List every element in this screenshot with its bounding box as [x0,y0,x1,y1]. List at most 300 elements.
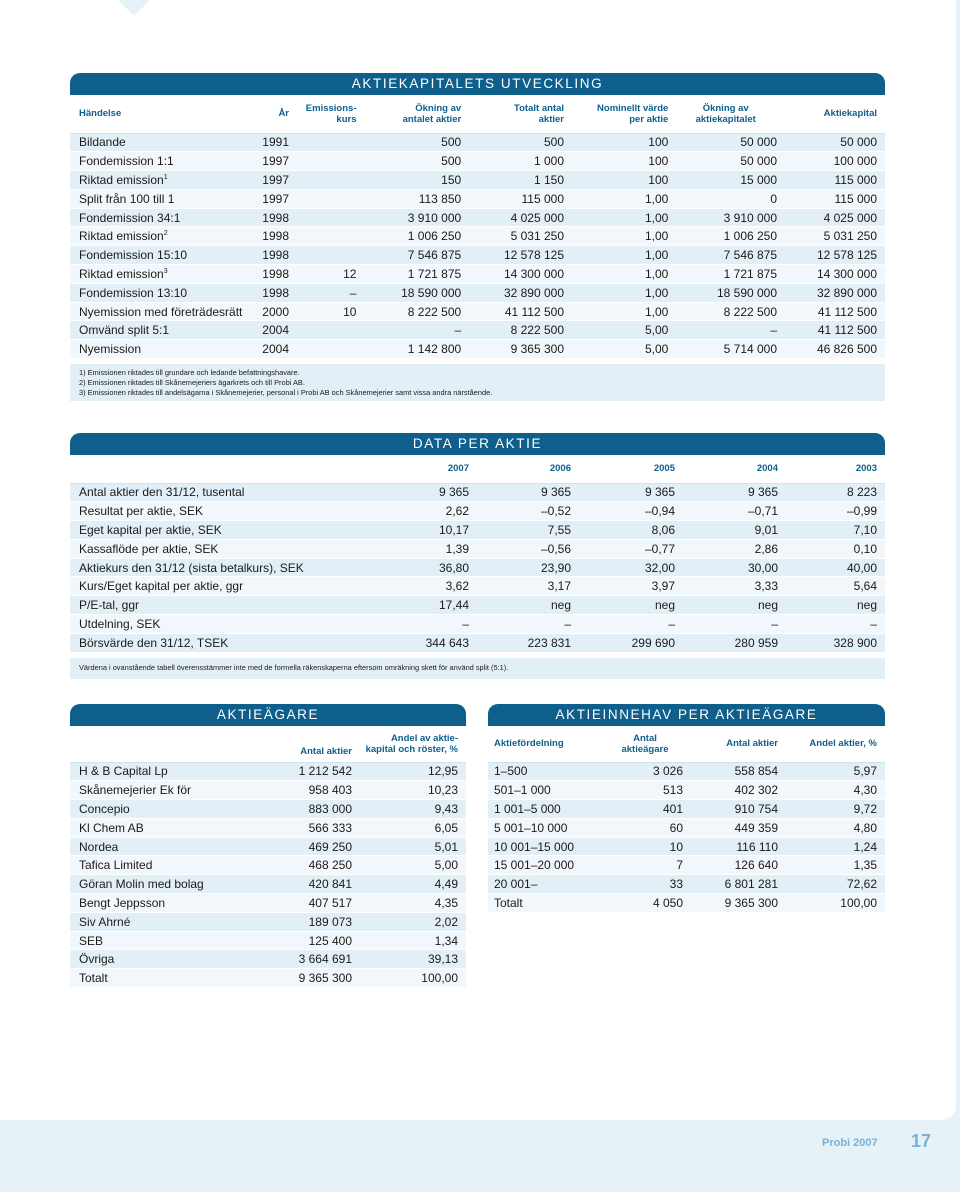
data-per-share-panel [70,433,885,679]
event-cell [70,283,249,302]
table-cell: 32,00 [578,558,682,577]
table-row [70,283,885,302]
table-cell: 1,24 [784,837,885,856]
capital-development-title: AKTIEKAPITALETS UTVECKLING [70,73,885,95]
range-label: 10 001–15 000 [488,837,600,856]
table-cell: 9 365 [370,483,476,502]
data-per-share-table [70,455,885,658]
table-cell: 1 150 [465,171,570,190]
table-row [70,227,885,246]
table-cell [289,208,358,227]
event-name: Nyemission [79,342,142,357]
table-cell: 41 112 500 [781,302,885,321]
event-name: Nyemission med företrädesrätt [79,304,243,319]
table-cell: 9 365 [578,483,682,502]
table-cell: 500 [358,152,465,171]
table-cell: 1997 [249,171,289,190]
table-cell: 1 721 875 [358,265,465,284]
table-cell: 7,55 [476,521,578,540]
table-cell: 115 000 [465,189,570,208]
shareholder-name: SEB [70,931,248,950]
table-cell: neg [682,596,785,615]
footnote-ref: 2 [163,230,168,238]
table-cell: 5 714 000 [674,340,781,359]
event-name: Fondemission 13:10 [79,285,188,300]
table-cell: 115 000 [781,171,885,190]
table-cell: 2,02 [354,912,466,931]
shareholders-title: AKTIEÄGARE [70,704,466,726]
table-cell: 1,00 [570,246,674,265]
col-nominellt: Nominellt värde per aktie [570,95,674,133]
shareholder-name: Concepio [70,800,248,819]
table-row [488,856,885,875]
table-cell: 9 365 300 [690,894,784,913]
event-name: Fondemission 34:1 [79,210,181,225]
row-label: Eget kapital per aktie, SEK [70,521,370,540]
table-cell: –0,52 [476,502,578,521]
table-cell: 14 300 000 [465,265,570,284]
table-row [70,483,885,502]
row-label: Utdelning, SEK [70,615,370,634]
table-row [70,912,466,931]
table-cell: 150 [358,171,465,190]
range-label: 1 001–5 000 [488,800,600,819]
footnote-ref: 1 [163,173,168,181]
table-row [70,615,885,634]
footnote: 2) Emissionen riktades till Skånemejeriers ägarkrets och till Probi AB. [79,378,305,388]
event-name: Omvänd split 5:1 [79,323,170,338]
event-name: Split från 100 till 1 [79,191,175,206]
col-antal-aktier: Antal aktier [690,726,784,762]
table-cell: 100 [570,133,674,152]
table-row [70,521,885,540]
shareholder-name: Siv Ahrné [70,912,248,931]
table-cell: 23,90 [476,558,578,577]
table-cell: 1 000 [465,152,570,171]
table-cell: 7,10 [785,521,885,540]
table-row [70,558,885,577]
table-cell: 3,17 [476,577,578,596]
table-row [70,246,885,265]
event-name: Riktad emission [79,229,164,244]
table-cell: – [674,321,781,340]
table-cell: 328 900 [785,633,885,652]
table-cell: 1,39 [370,539,476,558]
table-row [70,189,885,208]
table-cell: 1,00 [570,302,674,321]
table-cell: 32 890 000 [465,283,570,302]
table-cell: 4,49 [354,875,466,894]
table-cell: 1998 [249,246,289,265]
table-cell: 1 142 800 [358,340,465,359]
table-cell: 2,86 [682,539,785,558]
table-cell: 41 112 500 [465,302,570,321]
holdings-table [488,726,885,913]
table-cell [289,152,358,171]
footer-brand: Probi 2007 [822,1137,878,1149]
table-cell: 4 050 [600,894,690,913]
table-cell: 8,06 [578,521,682,540]
table-cell: 5,64 [785,577,885,596]
table-cell: 100 000 [781,152,885,171]
table-cell: 6,05 [354,818,466,837]
table-cell [289,321,358,340]
table-cell: 7 546 875 [358,246,465,265]
table-cell: 500 [358,133,465,152]
event-cell [70,265,249,284]
table-cell: 113 850 [358,189,465,208]
table-cell: 5 031 250 [465,227,570,246]
table-row [70,800,466,819]
table-cell: 1,00 [570,189,674,208]
table-row [70,596,885,615]
table-cell: –0,94 [578,502,682,521]
shareholders-panel [70,704,466,988]
table-cell [289,189,358,208]
capital-development-table [70,95,885,364]
row-label: Kassaflöde per aktie, SEK [70,539,370,558]
table-cell: 18 590 000 [358,283,465,302]
table-cell: 299 690 [578,633,682,652]
table-cell: 100,00 [784,894,885,913]
table-cell: 1997 [249,189,289,208]
table-cell: 10,17 [370,521,476,540]
table-row [70,837,466,856]
table-cell [289,133,358,152]
table-row [488,800,885,819]
year-header: 2007 [370,455,476,483]
table-row [70,133,885,152]
event-cell [70,340,249,359]
table-cell: 469 250 [248,837,354,856]
table-cell: 12 [289,265,358,284]
table-cell: 1991 [249,133,289,152]
table-cell: 17,44 [370,596,476,615]
table-cell [289,227,358,246]
shareholder-name: Kl Chem AB [70,818,248,837]
col-antal-aktier: Antal aktier [248,726,354,762]
table-cell [289,340,358,359]
table-cell: 8 222 500 [465,321,570,340]
table-row [70,818,466,837]
event-name: Bildande [79,135,126,150]
capital-development-panel [70,73,885,401]
page-number: 17 [911,1131,932,1151]
table-cell: 4 025 000 [781,208,885,227]
event-cell [70,321,249,340]
holdings-panel [488,704,885,913]
table-row [70,502,885,521]
col-antal-agare: Antal aktieägare [600,726,690,762]
table-row [70,875,466,894]
table-row [488,781,885,800]
col-okning-kapital: Ökning av aktiekapitalet [674,95,781,133]
table-cell: 2000 [249,302,289,321]
event-cell [70,171,249,190]
table-cell: 100 [570,171,674,190]
table-cell: 6 801 281 [690,875,784,894]
table-row [70,969,466,988]
table-cell: – [682,615,785,634]
col-totalt-antal: Totalt antal aktier [465,95,570,133]
table-row [488,762,885,781]
spacer-row [70,652,885,657]
shareholder-name: Tafica Limited [70,856,248,875]
shareholder-name: Totalt [70,969,248,988]
table-row [70,302,885,321]
table-cell: 3 026 [600,762,690,781]
table-cell: 60 [600,818,690,837]
table-cell: 3 910 000 [674,208,781,227]
table-cell: 1,00 [570,283,674,302]
data-per-share-title: DATA PER AKTIE [70,433,885,455]
table-row [70,762,466,781]
table-cell: 468 250 [248,856,354,875]
event-cell [70,208,249,227]
table-cell: 7 546 875 [674,246,781,265]
table-cell: 46 826 500 [781,340,885,359]
table-cell: –0,99 [785,502,885,521]
table-cell: 407 517 [248,894,354,913]
col-ar: År [249,95,289,133]
table-cell: 12 578 125 [781,246,885,265]
table-row [70,931,466,950]
col-aktiefordelning: Aktiefördelning [488,726,600,762]
table-cell: 100 [570,152,674,171]
event-name: Riktad emission [79,172,164,187]
table-cell: 9,01 [682,521,785,540]
table-row [70,856,466,875]
table-cell: 420 841 [248,875,354,894]
col-handelse: Händelse [70,95,249,133]
shareholder-name: Bengt Jeppsson [70,894,248,913]
table-cell: 10 [600,837,690,856]
table-row [488,875,885,894]
event-cell [70,133,249,152]
table-cell: 5,00 [354,856,466,875]
table-cell: 36,80 [370,558,476,577]
shareholder-name: H & B Capital Lp [70,762,248,781]
table-cell: 513 [600,781,690,800]
table-cell: 883 000 [248,800,354,819]
capital-footnotes [70,364,885,401]
table-cell: –0,56 [476,539,578,558]
table-cell: 5,00 [570,340,674,359]
table-row [488,837,885,856]
table-cell [289,171,358,190]
footnote-ref: 3 [163,267,168,275]
table-cell: 40,00 [785,558,885,577]
footnote: 3) Emissionen riktades till andelsägarna i Skånemejerier, personal i Probi AB och Skånemejerier samt vissa andra närstående. [79,388,493,398]
table-cell: 9 365 300 [465,340,570,359]
table-cell: 7 [600,856,690,875]
table-cell: 41 112 500 [781,321,885,340]
table-cell: 0 [674,189,781,208]
range-label: 5 001–10 000 [488,818,600,837]
table-cell: 8 223 [785,483,885,502]
table-cell: 10 [289,302,358,321]
table-cell: 910 754 [690,800,784,819]
col-aktiekapital: Aktiekapital [781,95,885,133]
table-cell: 1998 [249,283,289,302]
table-cell: 15 000 [674,171,781,190]
row-label: Antal aktier den 31/12, tusental [70,483,370,502]
table-cell: 0,10 [785,539,885,558]
table-row [70,152,885,171]
table-cell: 1 721 875 [674,265,781,284]
table-cell: 1998 [249,227,289,246]
table-cell: 189 073 [248,912,354,931]
shareholder-name: Göran Molin med bolag [70,875,248,894]
table-row [70,539,885,558]
table-cell: 116 110 [690,837,784,856]
table-row [70,265,885,284]
table-cell: 1,00 [570,208,674,227]
table-row [70,171,885,190]
row-label: Börsvärde den 31/12, TSEK [70,633,370,652]
event-cell [70,302,249,321]
table-row [70,950,466,969]
spacer-row [70,359,885,364]
table-cell: 33 [600,875,690,894]
table-cell: 4 025 000 [465,208,570,227]
table-cell: 8 222 500 [358,302,465,321]
col-andel: Andel av aktie- kapital och röster, % [354,726,466,762]
table-cell: 500 [465,133,570,152]
table-row [70,633,885,652]
range-label: 501–1 000 [488,781,600,800]
table-cell: 12,95 [354,762,466,781]
shareholders-table [70,726,466,988]
event-name: Fondemission 15:10 [79,248,188,263]
table-cell: 401 [600,800,690,819]
range-label: 1–500 [488,762,600,781]
table-cell: 30,00 [682,558,785,577]
table-cell: 1998 [249,208,289,227]
table-cell: 1,00 [570,265,674,284]
row-label: Kurs/Eget kapital per aktie, ggr [70,577,370,596]
table-cell [289,246,358,265]
table-cell: neg [578,596,682,615]
table-cell: 8 222 500 [674,302,781,321]
row-label: Resultat per aktie, SEK [70,502,370,521]
table-cell: 9 365 [476,483,578,502]
table-cell: 558 854 [690,762,784,781]
table-cell: 4,35 [354,894,466,913]
table-row [70,340,885,359]
table-cell: 5,01 [354,837,466,856]
table-cell: 115 000 [781,189,885,208]
event-name: Fondemission 1:1 [79,154,174,169]
table-cell: 1997 [249,152,289,171]
table-cell: 1,34 [354,931,466,950]
table-cell: 1,00 [570,227,674,246]
table-row [488,818,885,837]
page-notch [118,0,150,16]
year-header: 2005 [578,455,682,483]
table-row [70,321,885,340]
col-emissionskurs: Emissions- kurs [289,95,358,133]
shareholder-name: Skånemejerier Ek för [70,781,248,800]
table-cell: 4,80 [784,818,885,837]
table-cell: –0,77 [578,539,682,558]
table-cell: 50 000 [781,133,885,152]
table-row [70,894,466,913]
table-cell: 125 400 [248,931,354,950]
table-cell: 3,97 [578,577,682,596]
table-cell: 4,30 [784,781,885,800]
table-cell: 3,33 [682,577,785,596]
shareholder-name: Övriga [70,950,248,969]
table-cell: 72,62 [784,875,885,894]
event-cell [70,246,249,265]
table-cell: 1 006 250 [358,227,465,246]
col-andel-aktier: Andel aktier, % [784,726,885,762]
table-cell: 2,62 [370,502,476,521]
table-cell: – [289,283,358,302]
table-cell: 32 890 000 [781,283,885,302]
footnote: 1) Emissionen riktades till grundare och ledande befattningshavare. [79,368,300,378]
range-label: 15 001–20 000 [488,856,600,875]
event-cell [70,189,249,208]
table-cell: 14 300 000 [781,265,885,284]
table-cell: 1 212 542 [248,762,354,781]
table-cell: 402 302 [690,781,784,800]
holdings-title: AKTIEINNEHAV PER AKTIEÄGARE [488,704,885,726]
table-row [70,208,885,227]
table-cell: 1 006 250 [674,227,781,246]
table-row [70,577,885,596]
table-cell: 12 578 125 [465,246,570,265]
table-cell: 18 590 000 [674,283,781,302]
table-row [488,894,885,913]
col-okning-aktier: Ökning av antalet aktier [358,95,465,133]
table-cell: – [476,615,578,634]
table-cell: 566 333 [248,818,354,837]
row-label: P/E-tal, ggr [70,596,370,615]
table-cell: 1998 [249,265,289,284]
table-cell: – [578,615,682,634]
table-cell: 9 365 300 [248,969,354,988]
table-cell: 3 664 691 [248,950,354,969]
table-cell: 5 031 250 [781,227,885,246]
table-cell: 5,00 [570,321,674,340]
table-cell: 10,23 [354,781,466,800]
table-cell: 280 959 [682,633,785,652]
year-header: 2006 [476,455,578,483]
table-cell: 50 000 [674,133,781,152]
table-cell: 2004 [249,321,289,340]
table-cell: 223 831 [476,633,578,652]
year-header: 2004 [682,455,785,483]
event-name: Riktad emission [79,266,164,281]
table-cell: 3,62 [370,577,476,596]
table-cell: 50 000 [674,152,781,171]
table-cell: 126 640 [690,856,784,875]
table-cell: neg [785,596,885,615]
table-cell: 3 910 000 [358,208,465,227]
table-cell: 9 365 [682,483,785,502]
table-cell: – [358,321,465,340]
data-per-share-note: Värdena i ovanstående tabell överensstämmer inte med de formella räkenskaperna eftersom omräkning skett för använd split (5:1). [70,658,885,679]
table-cell: 2004 [249,340,289,359]
table-cell: 344 643 [370,633,476,652]
table-cell: 9,72 [784,800,885,819]
table-cell: –0,71 [682,502,785,521]
table-cell: 100,00 [354,969,466,988]
table-cell: – [785,615,885,634]
event-cell [70,152,249,171]
